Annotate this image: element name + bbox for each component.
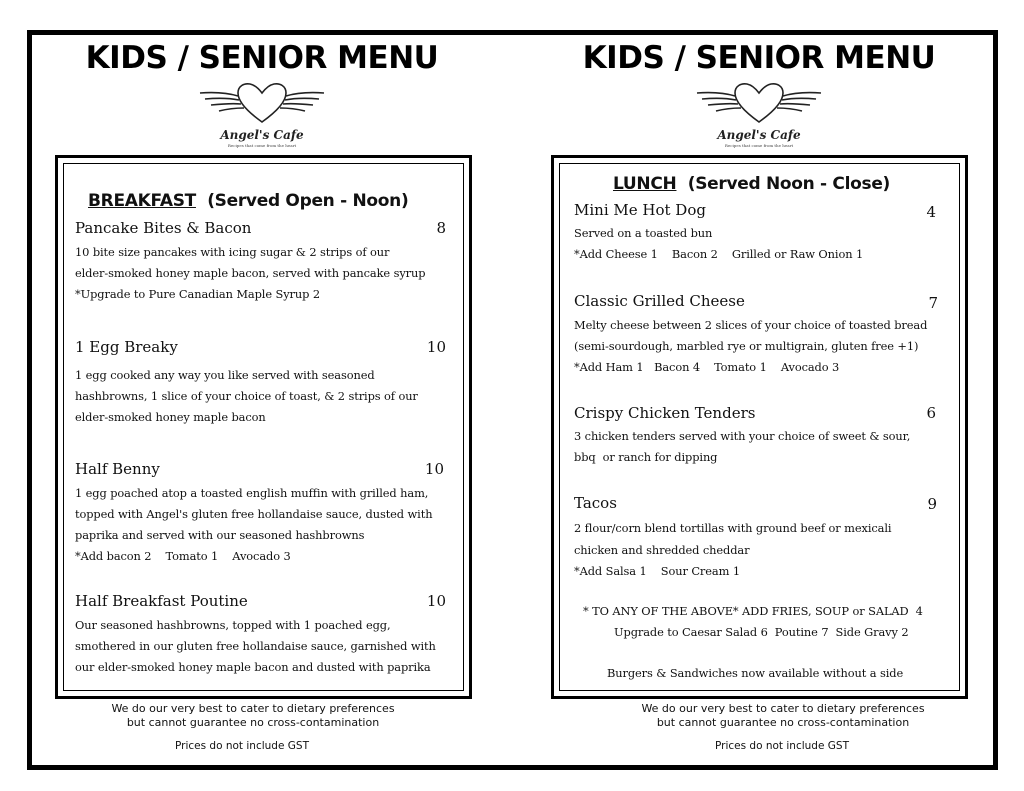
item-desc-line: Melty cheese between 2 slices of your choice of toasted bread [574, 318, 928, 332]
item-price: 10 [424, 460, 444, 478]
dietary-line-2: but cannot guarantee no cross-contamination [126, 716, 380, 729]
lunch-section-name: LUNCH [613, 174, 677, 194]
winged-heart-icon [192, 80, 332, 128]
right-dietary-note [618, 702, 948, 730]
item-desc-line: 1 egg cooked any way you like served with seasoned [75, 368, 375, 382]
item-desc-line: bbq or ranch for dipping [574, 450, 718, 464]
upgrade-offer-line: Upgrade to Caesar Salad 6 Poutine 7 Side Gravy 2 [614, 625, 909, 639]
item-desc-line: 1 egg poached atop a toasted english muffin with grilled ham, [75, 486, 429, 500]
dietary-line-1: We do our very best to cater to dietary preferences [111, 702, 395, 715]
item-price: 7 [928, 294, 938, 312]
item-name: Half Benny [75, 460, 160, 478]
item-desc-line: hashbrowns, 1 slice of your choice of toast, & 2 strips of our [75, 389, 418, 403]
item-desc-line: 10 bite size pancakes with icing sugar & 2 strips of our [75, 245, 390, 259]
item-addon-line: *Add Cheese 1 Bacon 2 Grilled or Raw Onion 1 [574, 247, 864, 261]
item-desc-line: our elder-smoked honey maple bacon and dusted with paprika [75, 660, 431, 674]
item-addon-line: *Add Ham 1 Bacon 4 Tomato 1 Avocado 3 [574, 360, 840, 374]
item-desc-line: 3 chicken tenders served with your choice of sweet & sour, [574, 429, 911, 443]
addon-offer-line: * TO ANY OF THE ABOVE* ADD FRIES, SOUP or SALAD 4 [583, 604, 923, 618]
breakfast-heading [88, 191, 408, 211]
breakfast-hours: (Served Open - Noon) [207, 191, 409, 211]
left-logo-tagline: Recipes that come from the heart [227, 143, 297, 148]
item-price: 4 [926, 203, 936, 221]
right-menu-title: KIDS / SENIOR MENU [582, 40, 936, 76]
item-desc-line: elder-smoked honey maple bacon, served with pancake syrup [75, 266, 426, 280]
right-logo-name: Angel's Cafe [717, 128, 801, 142]
left-logo-name: Angel's Cafe [220, 128, 304, 142]
item-name: 1 Egg Breaky [75, 338, 178, 356]
item-addon-line: *Add Salsa 1 Sour Cream 1 [574, 564, 740, 578]
item-desc-line: topped with Angel's gluten free hollandaise sauce, dusted with [75, 507, 433, 521]
item-desc-line: smothered in our gluten free hollandaise sauce, garnished with [75, 639, 436, 653]
burgers-note: Burgers & Sandwiches now available without a side [607, 666, 904, 680]
lunch-hours: (Served Noon - Close) [687, 174, 891, 194]
item-desc-line: Our seasoned hashbrowns, topped with 1 poached egg, [75, 618, 391, 632]
right-logo-tagline: Recipes that come from the heart [724, 143, 794, 148]
item-desc-line: elder-smoked honey maple bacon [75, 410, 266, 424]
item-desc-line: paprika and served with our seasoned hashbrowns [75, 528, 365, 542]
item-price: 10 [426, 338, 446, 356]
left-menu-title: KIDS / SENIOR MENU [85, 40, 439, 76]
left-cafe-logo [192, 80, 332, 152]
dietary-line-1: We do our very best to cater to dietary preferences [641, 702, 925, 715]
item-price: 9 [927, 495, 937, 513]
item-name: Crispy Chicken Tenders [574, 404, 756, 422]
right-cafe-logo [689, 80, 829, 152]
item-name: Tacos [574, 494, 617, 512]
item-price: 6 [926, 404, 936, 422]
item-desc-line: Served on a toasted bun [574, 226, 713, 240]
left-gst-note: Prices do not include GST [175, 740, 309, 752]
winged-heart-icon [689, 80, 829, 128]
item-name: Half Breakfast Poutine [75, 592, 248, 610]
item-name: Classic Grilled Cheese [574, 292, 745, 310]
lunch-heading [613, 174, 890, 194]
left-dietary-note [88, 702, 418, 730]
item-desc-line: (semi-sourdough, marbled rye or multigrain, gluten free +1) [574, 339, 919, 353]
item-desc-line: chicken and shredded cheddar [574, 543, 750, 557]
item-addon-line: *Add bacon 2 Tomato 1 Avocado 3 [75, 549, 291, 563]
item-name: Mini Me Hot Dog [574, 201, 706, 219]
item-desc-line: 2 flour/corn blend tortillas with ground beef or mexicali [574, 521, 892, 535]
item-price: 8 [436, 219, 446, 237]
dietary-line-2: but cannot guarantee no cross-contamination [656, 716, 910, 729]
item-name: Pancake Bites & Bacon [75, 219, 252, 237]
item-upgrade-line: *Upgrade to Pure Canadian Maple Syrup 2 [75, 287, 320, 301]
breakfast-section-name: BREAKFAST [88, 191, 196, 211]
right-gst-note: Prices do not include GST [715, 740, 849, 752]
item-price: 10 [426, 592, 446, 610]
